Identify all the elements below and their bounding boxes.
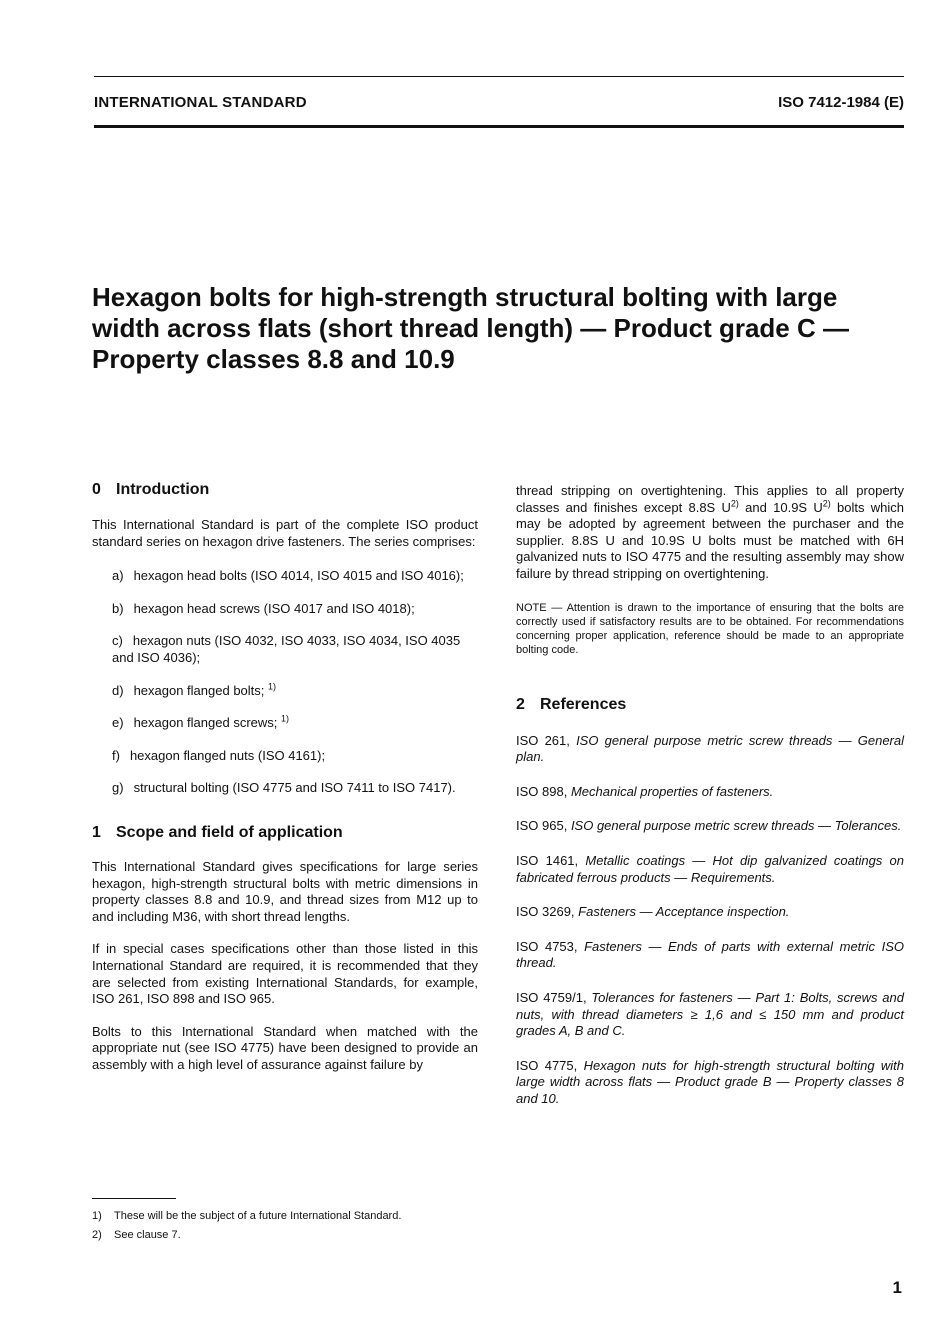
- reference-code: ISO 3269,: [516, 904, 575, 920]
- scope-paragraph-2: If in special cases specifications other than those listed in this International Standard are required, it is recommended that they are selected from existing International Standards, for example, ISO 261, ISO 898 and ISO 965.: [92, 941, 478, 1007]
- list-item: [112, 633, 478, 666]
- list-item-label: d): [112, 682, 124, 698]
- footnote-ref: 1): [281, 713, 290, 724]
- reference-item: [516, 1058, 904, 1108]
- reference-item: [516, 939, 904, 972]
- reference-item: [516, 990, 904, 1040]
- header-top-rule: [94, 76, 904, 77]
- list-item: [112, 715, 478, 732]
- reference-item: [516, 733, 904, 766]
- footnote-rule: [92, 1198, 176, 1199]
- reference-title: Metallic coatings — Hot dip galvanized coatings on fabricated ferrous products — Requirements.: [516, 852, 904, 885]
- list-item-label: c): [112, 633, 123, 649]
- list-item-text: hexagon flanged nuts (ISO 4161);: [129, 747, 326, 763]
- list-item: [112, 780, 478, 797]
- list-item: [112, 601, 478, 618]
- section-heading-scope: [92, 823, 478, 843]
- footnote-number: 2): [92, 1229, 102, 1241]
- section-title: References: [540, 695, 627, 713]
- left-column: [92, 480, 478, 1073]
- section-heading-references: [516, 695, 904, 715]
- list-item-label: a): [112, 568, 124, 584]
- footnote-ref: 2): [822, 498, 831, 509]
- section-number: 2: [516, 695, 525, 713]
- list-item-label: g): [112, 780, 124, 796]
- list-item-label: f): [112, 747, 120, 763]
- list-item-text: hexagon head bolts (ISO 4014, ISO 4015 and ISO 4016);: [133, 568, 464, 584]
- section-heading-introduction: [92, 480, 478, 500]
- reference-code: ISO 261,: [516, 732, 570, 748]
- note-paragraph: NOTE — Attention is drawn to the importance of ensuring that the bolts are correctly used if satisfactory results are to be obtained. For recommendations concerning proper application, reference should be made to an appropriate bolting code.: [516, 601, 904, 656]
- header-standard-number: ISO 7412-1984 (E): [778, 94, 904, 111]
- footnote-number: 1): [92, 1210, 102, 1222]
- footnote-ref: 1): [268, 681, 277, 692]
- list-item-label: b): [112, 600, 124, 616]
- section-title: Scope and field of application: [116, 823, 343, 841]
- reference-code: ISO 4753,: [516, 938, 578, 954]
- reference-title: Fasteners — Acceptance inspection.: [578, 904, 790, 920]
- list-item: [112, 568, 478, 585]
- reference-title: Hexagon nuts for high-strength structural bolting with large width across flats — Product grade B — Property classes 8 and 10.: [516, 1057, 905, 1106]
- list-item: [112, 748, 478, 765]
- reference-item: [516, 853, 904, 886]
- reference-item: [516, 818, 904, 835]
- header-bottom-rule: [94, 125, 904, 128]
- list-item-text: hexagon nuts (ISO 4032, ISO 4033, ISO 4034, ISO 4035 and ISO 4036);: [112, 633, 461, 665]
- header-standard-label: INTERNATIONAL STANDARD: [94, 94, 307, 111]
- scope-paragraph-3: Bolts to this International Standard when matched with the appropriate nut (see ISO 4775) have been designed to provide an assembly with a high level of assurance against failure by: [92, 1023, 478, 1072]
- list-item: [112, 683, 478, 700]
- continuation-text-c: bolts which may be adopted by agreement between the purchaser and the supplier. 8.8S U and 10.9S U bolts must be matched with 6H galvanized nuts to ISO 4775 and the resulting assembly may show failure by thread stripping on overtightening.: [516, 499, 905, 581]
- footnote-ref: 2): [730, 498, 739, 509]
- footnote-text: These will be the subject of a future International Standard.: [114, 1210, 402, 1222]
- right-column: [516, 483, 904, 1107]
- document-title: Hexagon bolts for high-strength structural bolting with large width across flats (short thread length) — Product grade C — Property classes 8.8 and 10.9: [92, 282, 849, 374]
- reference-code: ISO 4775,: [516, 1057, 578, 1073]
- list-item-label: e): [112, 715, 124, 731]
- introduction-paragraph: This International Standard is part of the complete ISO product standard series on hexagon drive fasteners. The series comprises:: [92, 517, 478, 549]
- reference-title: ISO general purpose metric screw threads — Tolerances.: [570, 818, 902, 834]
- list-item-text: hexagon head screws (ISO 4017 and ISO 4018);: [133, 600, 415, 616]
- reference-title: ISO general purpose metric screw threads — General plan.: [516, 732, 904, 765]
- list-item-text: structural bolting (ISO 4775 and ISO 7411 to ISO 7417).: [133, 780, 456, 796]
- continuation-text-b: and 10.9S U: [738, 499, 823, 515]
- section-title: Introduction: [116, 481, 210, 498]
- section-number: 0: [92, 481, 101, 498]
- section-number: 1: [92, 823, 101, 841]
- footnote: [92, 1229, 181, 1241]
- reference-code: ISO 965,: [516, 818, 568, 834]
- continuation-paragraph: [516, 483, 904, 583]
- reference-item: [516, 904, 904, 921]
- list-item-text: hexagon flanged bolts;: [133, 682, 265, 698]
- page-number: 1: [892, 1278, 902, 1297]
- reference-title: Fasteners — Ends of parts with external metric ISO thread.: [516, 938, 904, 971]
- scope-paragraph-1: This International Standard gives specifications for large series hexagon, high-strength structural bolts with metric dimensions in property classes 8.8 and 10.9, and thread sizes from M12 up to and including M36, with short thread lengths.: [92, 858, 478, 924]
- reference-code: ISO 4759/1,: [516, 989, 587, 1005]
- reference-item: [516, 784, 904, 801]
- list-item-text: hexagon flanged screws;: [133, 715, 278, 731]
- series-list: [92, 568, 478, 797]
- reference-code: ISO 1461,: [516, 852, 579, 868]
- reference-title: Tolerances for fasteners — Part 1: Bolts, screws and nuts, with thread diameters ≥ 1,6 and ≤ 150 mm and product grades A, B and C.: [516, 989, 904, 1039]
- footnote: [92, 1210, 401, 1222]
- footnote-text: See clause 7.: [114, 1229, 181, 1241]
- reference-code: ISO 898,: [516, 783, 568, 799]
- reference-title: Mechanical properties of fasteners.: [570, 783, 774, 799]
- continuation-text-a: thread stripping on overtightening. This applies to all property classes and finishes except 8.8S U: [516, 483, 904, 515]
